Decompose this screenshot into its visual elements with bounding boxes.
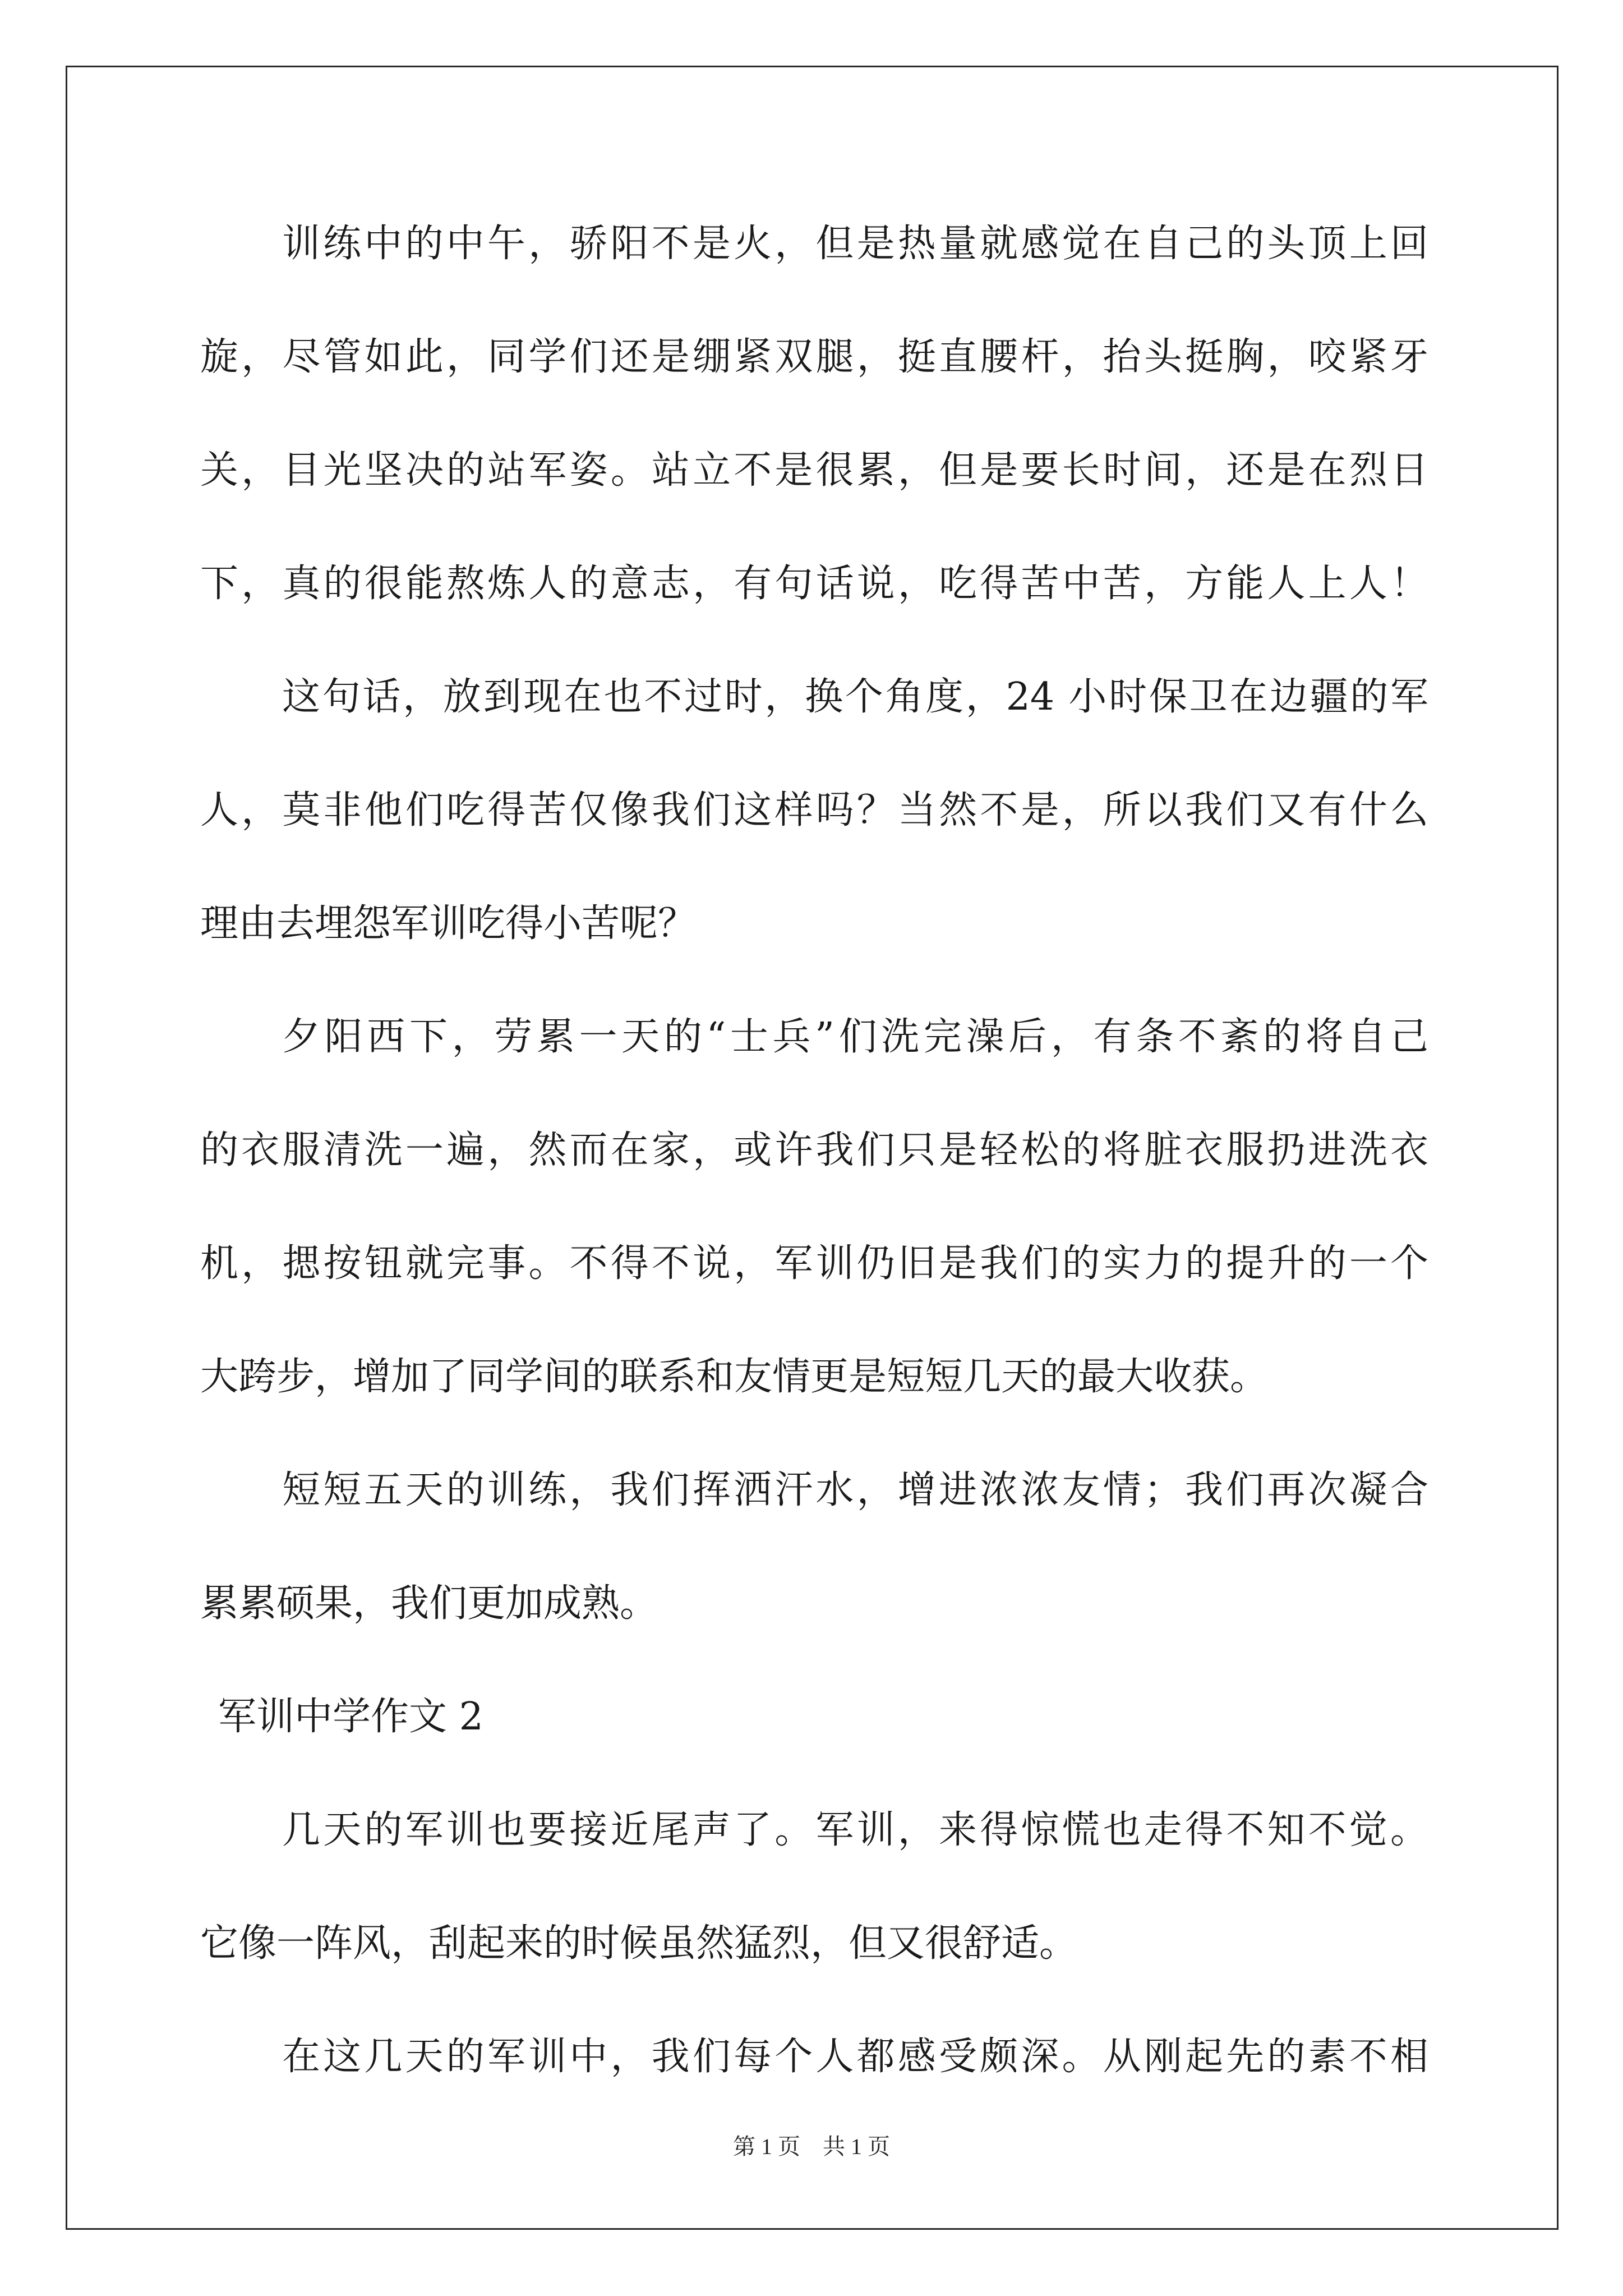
paragraph-line: 大跨步，增加了同学间的联系和友情更是短短几天的最大收获。 [200, 1355, 1269, 1399]
paragraph-line: 关，目光坚决的站军姿。站立不是很累，但是要长时间，还是在烈日 [200, 448, 1428, 493]
paragraph-line: 机，揌按钮就完事。不得不说，军训仍旧是我们的实力的提升的一个 [200, 1241, 1428, 1286]
section-heading: 军训中学作文 2 [218, 1695, 483, 1739]
paragraph-line: 训练中的中午，骄阳不是火，但是热量就感觉在自己的头顶上回 [282, 222, 1428, 266]
paragraph-line: 下，真的很能熬炼人的意志，有句话说，吃得苦中苦，方能人上人！ [200, 562, 1428, 606]
paragraph-line: 几天的军训也要接近尾声了。军训，来得惊慌也走得不知不觉。 [282, 1808, 1428, 1852]
paragraph-line: 夕阳西下，劳累一天的“士兵”们洗完澡后，有条不紊的将自己 [282, 1015, 1428, 1059]
paragraph-line: 旋，尽管如此，同学们还是绷紧双腿，挺直腰杆，抬头挺胸，咬紧牙 [200, 335, 1428, 379]
paragraph-line: 这句话，放到现在也不过时，换个角度，24 小时保卫在边疆的军 [282, 675, 1428, 719]
paragraph-line: 的衣服清洗一遍，然而在家，或许我们只是轻松的将脏衣服扔进洗衣 [200, 1128, 1428, 1172]
paragraph-line: 在这几天的军训中，我们每个人都感受颇深。从刚起先的素不相 [282, 2035, 1428, 2079]
page-number-footer: 第 1 页 共 1 页 [733, 2134, 890, 2159]
paragraph-line: 短短五天的训练，我们挥洒汗水，增进浓浓友情；我们再次凝合 [282, 1468, 1428, 1512]
paragraph-line: 它像一阵风，刮起来的时候虽然猛烈，但又很舒适。 [200, 1921, 1078, 1966]
paragraph-line: 累累硕果，我们更加成熟。 [200, 1581, 658, 1626]
document-body [200, 216, 1428, 2142]
paragraph-line: 理由去埋怨军训吃得小苦呢？ [200, 901, 697, 946]
paragraph-line: 人，莫非他们吃得苦仅像我们这样吗？当然不是，所以我们又有什么 [200, 788, 1428, 832]
